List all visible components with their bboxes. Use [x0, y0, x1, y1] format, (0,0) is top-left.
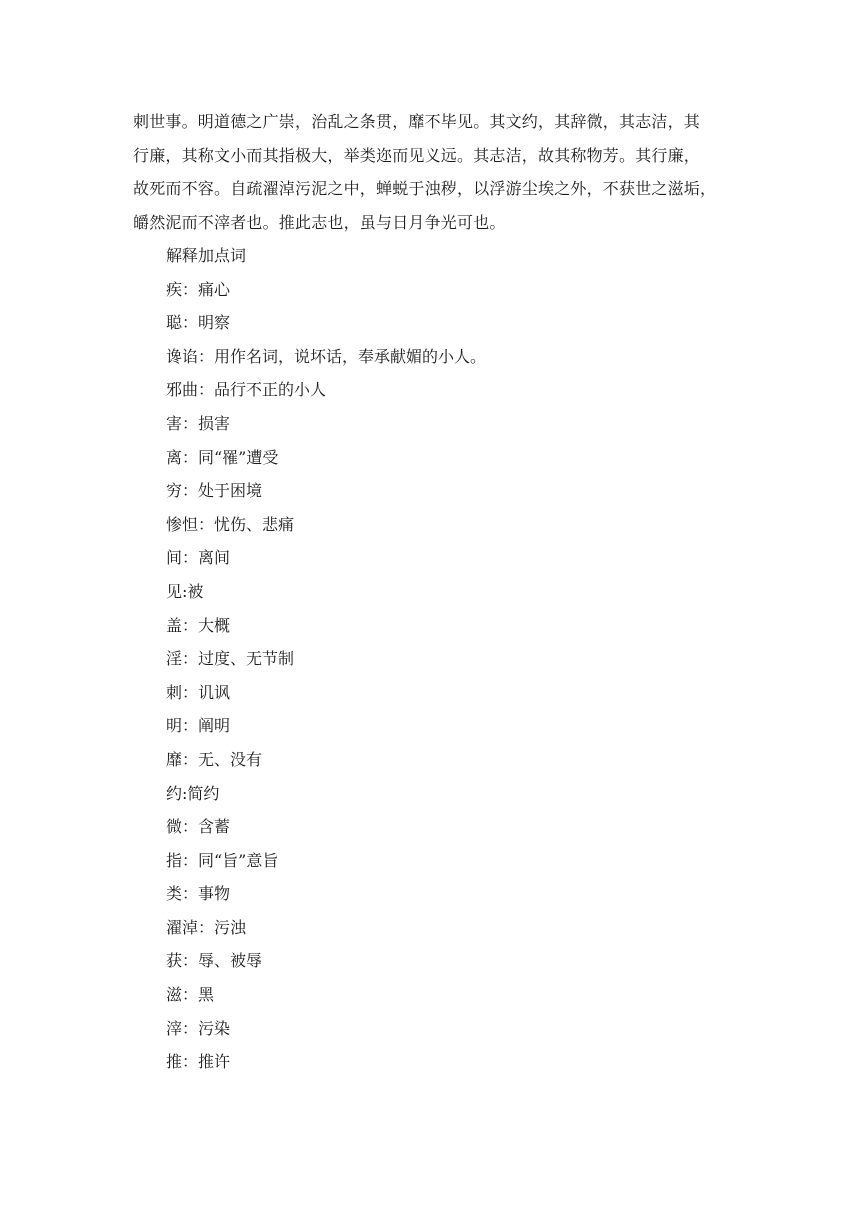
glossary-item: 推：推许: [166, 1052, 231, 1072]
glossary-item: 濯淖：污浊: [166, 917, 247, 937]
glossary-item: 害：损害: [166, 413, 231, 433]
glossary-item: 见:被: [166, 581, 204, 601]
passage-paragraph: [133, 105, 748, 239]
glossary-item: 邪曲：品行不正的小人: [166, 380, 327, 400]
glossary-item: 类：事物: [166, 884, 231, 904]
glossary-item: 微：含蓄: [166, 817, 231, 837]
glossary-item: 滋：黑: [166, 985, 215, 1005]
glossary-item: 滓：污染: [166, 1018, 231, 1038]
glossary-heading: 解释加点词: [166, 246, 247, 265]
glossary-item: 约:简约: [166, 783, 220, 803]
glossary-item: 靡：无、没有: [166, 749, 263, 769]
passage-line: 行廉，其称文小而其指极大，举类迩而见义远。其志洁，故其称物芳。其行廉，: [133, 145, 701, 165]
passage-line: 故死而不容。自疏濯淖污泥之中，蝉蜕于浊秽，以浮游尘埃之外，不获世之滋垢，: [133, 179, 717, 198]
glossary-item: 盖：大概: [166, 615, 231, 635]
passage-line: 皭然泥而不滓者也。推此志也，虽与日月争光可也。: [133, 212, 506, 232]
glossary-item: 离：同“罹”遭受: [166, 447, 279, 467]
glossary-item: 淫：过度、无节制: [166, 649, 295, 669]
glossary-item: 疾：痛心: [166, 279, 231, 299]
glossary-item: 谗谄：用作名词，说坏话，奉承献媚的小人。: [166, 346, 487, 366]
glossary-item: 获：辱、被辱: [166, 951, 263, 971]
glossary-item: 明：阐明: [166, 716, 231, 736]
glossary-item: 穷：处于困境: [166, 481, 263, 501]
glossary-item: 聪：明察: [166, 313, 231, 333]
glossary-item: 指：同“旨”意旨: [166, 850, 279, 870]
passage-line: 刺世事。明道德之广崇，治乱之条贯，靡不毕见。其文约，其辞微，其志洁，其: [133, 112, 701, 131]
glossary-item: 刺：讥讽: [166, 682, 231, 702]
glossary-item: 惨怛：忧伤、悲痛: [166, 514, 295, 534]
glossary-item: 间：离间: [166, 548, 231, 568]
glossary-list: [133, 273, 748, 1079]
